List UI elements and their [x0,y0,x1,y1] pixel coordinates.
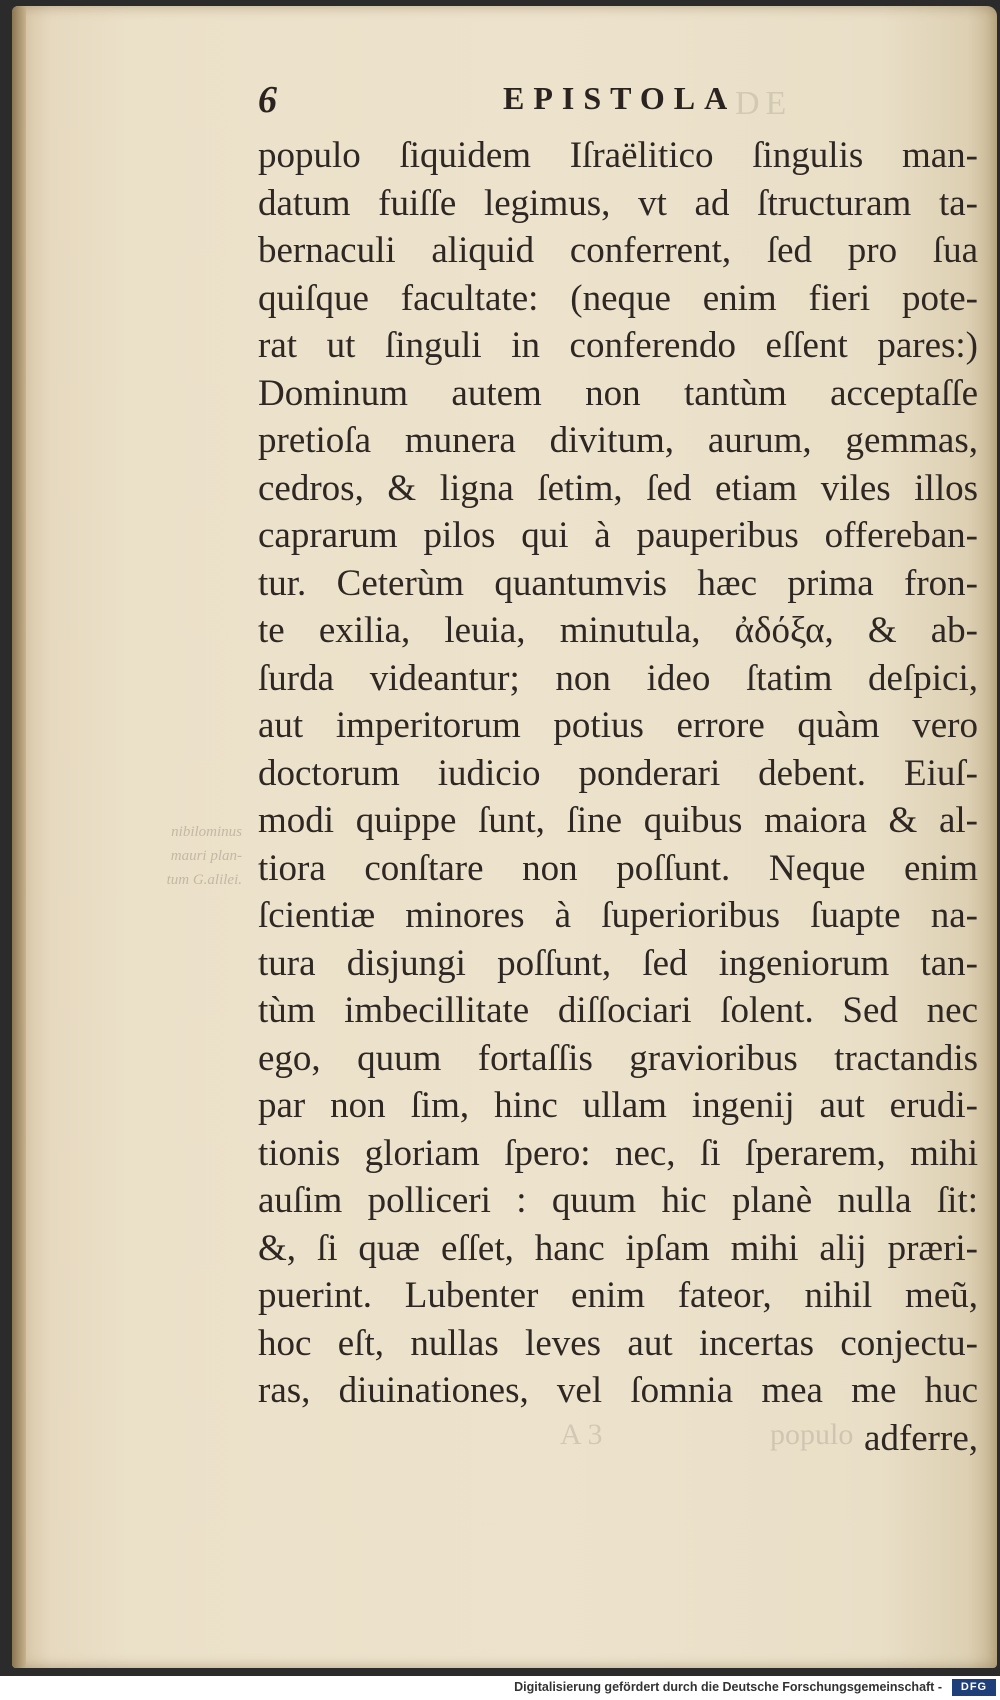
footer-bar [0,1676,1000,1700]
text-line: tiora conſtare non poſſunt. Neque enim [258,847,978,889]
page-spine-shadow [12,6,26,1668]
text-line: rat ut ſinguli in conferendo eſſent pares:) [258,325,978,366]
text-line: par non ſim, hinc ullam ingenij aut erudi- [258,1085,978,1126]
text-line: ſcientiæ minores à ſuperioribus ſuapte na- [258,895,978,936]
text-line: Dominum autem non tantùm acceptaſſe [258,372,978,414]
text-line: ſurda videantur; non ideo ſtatim deſpici, [258,657,978,699]
text-line: tura disjungi poſſunt, ſed ingeniorum tan- [258,942,978,984]
text-line: aut imperitorum potius errore quàm vero [258,705,978,746]
text-line: datum fuiſſe legimus, vt ad ſtructuram ta- [258,182,978,224]
text-line: tionis gloriam ſpero: nec, ſi ſperarem, mihi [258,1132,978,1174]
text-line: tùm imbecillitate diſſociari ſolent. Sed nec [258,990,978,1031]
funding-credit: Digitalisierung gefördert durch die Deutsche Forschungsgemeinschaft - [514,1680,942,1694]
page-number: 6 [258,79,277,121]
text-line: cedros, & ligna ſetim, ſed etiam viles illos [258,467,978,509]
text-line: tur. Ceterùm quantumvis hæc prima fron- [258,562,978,604]
text-line: modi quippe ſunt, ſine quibus maiora & al- [258,800,978,841]
text-line: populo ſiquidem Iſraëlitico ſingulis man- [258,135,978,176]
bleed-note-line: tum G.alilei. [166,872,242,888]
bleed-catchword: populo [770,1418,854,1451]
text-line: auſim polliceri : quum hic planè nulla ſit: [258,1180,978,1221]
text-line: ras, diuinationes, vel ſomnia mea me huc [258,1370,978,1411]
text-line: doctorum iudicio ponderari debent. Eiuſ- [258,752,978,794]
bleed-note-line: mauri plan- [170,848,242,864]
text-line: te exilia, leuia, minutula, ἀδόξα, & ab- [258,610,978,651]
text-line: hoc eſt, nullas leves aut incertas conjectu- [258,1322,978,1364]
catchword-line: adferre, [864,1417,978,1459]
text-line: &, ſi quæ eſſet, hanc ipſam mihi alij præri- [258,1227,978,1269]
text-line: quiſque facultate: (neque enim fieri pote- [258,277,978,319]
running-header [258,78,978,126]
bleed-through-header: DE [735,85,793,122]
text-line: ego, quum fortaſſis gravioribus tractandis [258,1037,978,1079]
text-line: caprarum pilos qui à pauperibus offereban- [258,515,978,556]
bleed-through-margin-note [92,820,242,892]
bleed-signature: A 3 [560,1418,603,1451]
bleed-note-line: nibilominus [171,824,242,840]
text-line: pretioſa munera divitum, aurum, gemmas, [258,420,978,461]
text-line: puerint. Lubenter enim fateor, nihil meũ, [258,1275,978,1316]
body-text [258,132,978,1462]
text-line: bernaculi aliquid conferrent, ſed pro ſua [258,230,978,271]
dfg-logo: DFG [952,1679,996,1696]
header-title: EPISTOLA [503,80,737,116]
